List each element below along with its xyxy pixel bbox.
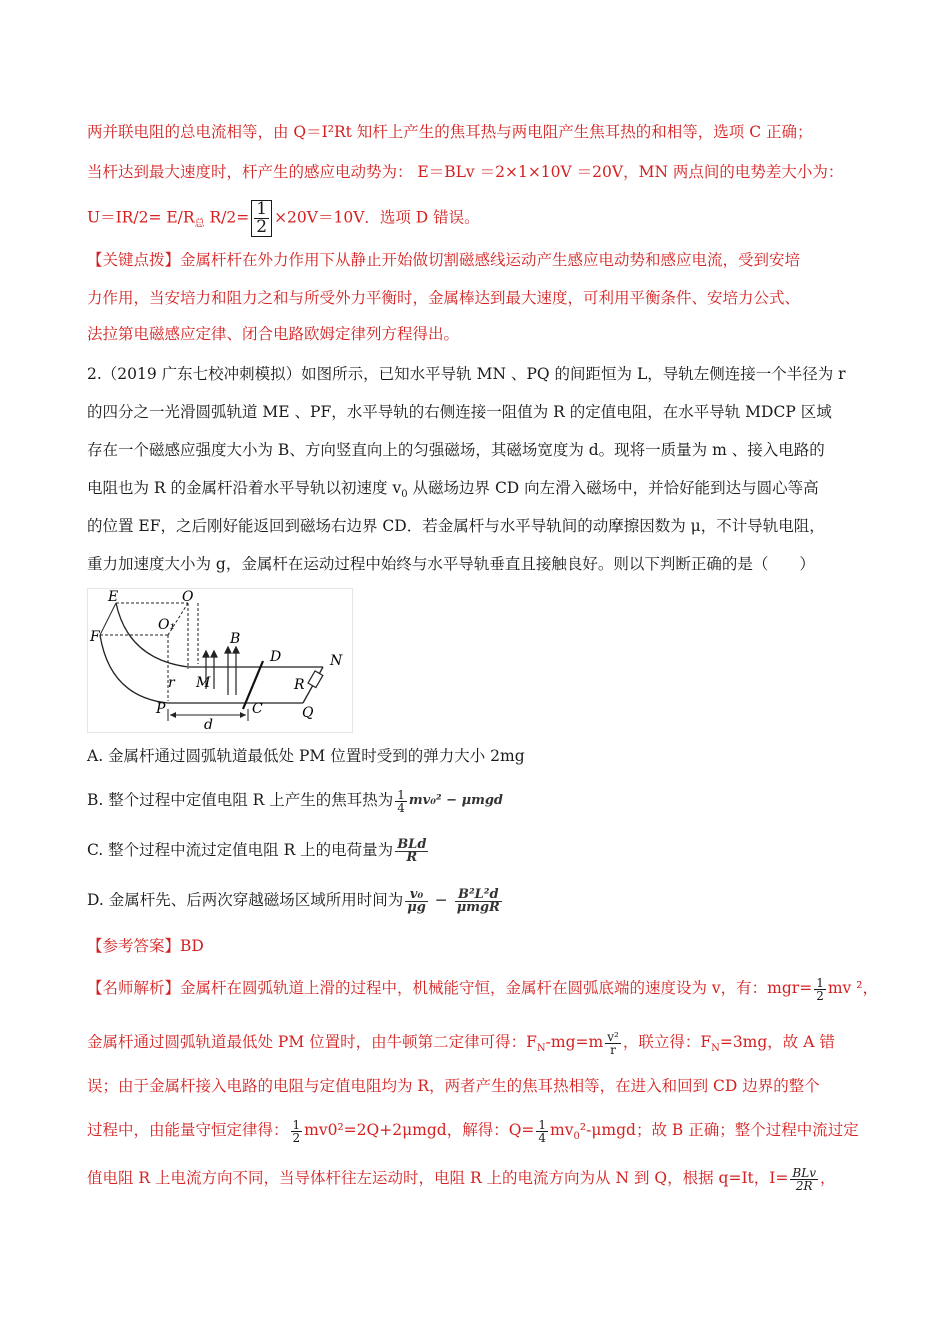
- text: B. 整个过程中定值电阻 R 上产生的焦耳热为: [87, 791, 394, 809]
- label-d: d: [204, 717, 213, 732]
- option-c: [87, 838, 867, 864]
- paragraph-line: [87, 286, 867, 310]
- answer-line: [87, 934, 867, 958]
- text: ×20V＝10V．选项 D 错误。: [274, 208, 480, 227]
- text: 力作用，当安培力和阻力之和与所受外力平衡时，金属棒达到最大速度，可利用平衡条件、安培力公式、: [87, 289, 801, 307]
- fraction: $\frac{\text{v²}}{r}$: [607, 1029, 619, 1057]
- text: mv ²，: [827, 979, 878, 997]
- question-line: [87, 552, 867, 576]
- subscript: 0: [573, 1131, 580, 1142]
- label-F: F: [90, 629, 100, 645]
- option-d: [87, 888, 867, 914]
- label-E: E: [108, 589, 119, 605]
- text: 法拉第电磁感应定律、闭合电路欧姆定律列方程得出。: [87, 325, 460, 343]
- label-C: C: [252, 701, 263, 717]
- label-M: M: [196, 675, 211, 691]
- text: ²-μmgd；故 B 正确；整个过程中流过定: [579, 1121, 859, 1139]
- question-line: [87, 400, 867, 424]
- label-Q: Q: [302, 705, 314, 721]
- subscript: 0: [401, 489, 408, 500]
- text: mv0²=2Q+2μmgd，解得：Q=: [304, 1121, 535, 1139]
- question-line: [87, 438, 867, 462]
- physics-diagram: [87, 588, 353, 733]
- subscript: 总: [194, 218, 205, 230]
- label-O1: O₁: [158, 617, 176, 633]
- fraction: $\frac{\text{BLd}}{R}$: [397, 836, 427, 865]
- text: -mg=m: [545, 1033, 604, 1051]
- fraction: $\frac{\text{BLv}}{2R}$: [792, 1165, 816, 1193]
- text: R/2=: [204, 208, 250, 227]
- analysis-line: [87, 1074, 867, 1098]
- fraction: $\frac{1}{2}$: [251, 200, 272, 237]
- question-line: [87, 476, 867, 507]
- text: A. 金属杆通过圆弧轨道最低处 PM 位置时受到的弹力大小 2mg: [87, 747, 525, 765]
- text: ，: [819, 1169, 836, 1187]
- text: 【关键点拨】金属杆杆在外力作用下从静止开始做切割磁感线运动产生感应电动势和感应电流，受到安培: [87, 251, 801, 269]
- text: 重力加速度大小为 g，金属杆在运动过程中始终与水平导轨垂直且接触良好。则以下判断正确的是（ ）: [87, 555, 815, 573]
- paragraph-line: [87, 120, 867, 144]
- paragraph-line: [87, 160, 867, 184]
- formula: mv₀² − μmgd: [408, 793, 504, 808]
- text: mv: [550, 1121, 574, 1139]
- option-b: [87, 788, 867, 814]
- subscript: N: [711, 1043, 720, 1054]
- label-B: B: [230, 631, 241, 647]
- text: 两并联电阻的总电流相等，由 Q＝I²Rt 知杆上产生的焦耳热与两电阻产生焦耳热的和相等，选项 C 正确；: [87, 123, 813, 141]
- text: ，联立得：F: [622, 1033, 712, 1051]
- text: 值电阻 R 上电流方向不同，当导体杆往左运动时，电阻 R 上的电流方向为从 N 到 Q，根据 q=It，I=: [87, 1169, 789, 1187]
- label-P: P: [156, 701, 166, 717]
- text: 误；由于金属杆接入电路的电阻与定值电阻均为 R，两者产生的焦耳热相等，在进入和回到 CD 边界的整个: [87, 1077, 820, 1095]
- analysis-line: [87, 975, 878, 1003]
- text: =3mg，故 A 错: [719, 1033, 835, 1051]
- text: 【名师解析】金属杆在圆弧轨道上滑的过程中，机械能守恒，金属杆在圆弧底端的速度设为 v，有：mgr=: [87, 979, 813, 997]
- text: 从磁场边界 CD 向左滑入磁场中，并恰好能到达与圆心等高: [407, 479, 819, 497]
- text: 过程中，由能量守恒定律得：: [87, 1121, 289, 1139]
- option-a: [87, 744, 867, 768]
- resistor-R: [308, 671, 323, 688]
- text: 存在一个磁感应强度大小为 B、方向竖直向上的匀强磁场，其磁场宽度为 d。现将一质量为 m 、接入电路的: [87, 441, 825, 459]
- text: 金属杆通过圆弧轨道最低处 PM 位置时，由牛顿第二定律可得：F: [87, 1033, 537, 1051]
- fraction: $\frac{1}{4}$: [397, 787, 405, 815]
- subscript: N: [536, 1043, 546, 1054]
- minus: −: [429, 891, 453, 909]
- arc-PF: [100, 635, 168, 703]
- edge: [100, 603, 116, 635]
- label-r: r: [168, 675, 175, 691]
- analysis-line: [87, 1166, 867, 1192]
- text: D. 金属杆先、后两次穿越磁场区域所用时间为: [87, 891, 404, 909]
- analysis-line: [87, 1118, 867, 1149]
- fraction: $\frac{1}{4}$: [538, 1117, 547, 1145]
- paragraph-line: [87, 322, 867, 346]
- fraction: $\frac{\text{B²L²d}}{\text{μmgR}}$: [456, 886, 500, 915]
- label-N: N: [330, 653, 343, 669]
- text: 电阻也为 R 的金属杆沿着水平导轨以初速度 v: [87, 479, 402, 497]
- text: 【参考答案】BD: [87, 937, 204, 955]
- diagram-svg: [88, 589, 352, 732]
- paragraph-line: [87, 200, 867, 237]
- fraction: $\frac{\text{v₀}}{\mu g}$: [407, 886, 426, 915]
- label-R: R: [294, 677, 305, 693]
- text: 的位置 EF，之后刚好能返回到磁场右边界 CD．若金属杆与水平导轨间的动摩擦因数为 μ，不计导轨电阻，: [87, 517, 825, 535]
- text: U＝IR/2= E/R: [87, 208, 195, 227]
- text: C. 整个过程中流过定值电阻 R 上的电荷量为: [87, 841, 394, 859]
- question-line: [87, 362, 867, 386]
- analysis-line: [87, 1030, 867, 1061]
- question-line: [87, 514, 867, 538]
- paragraph-line: [87, 248, 867, 272]
- text: 的四分之一光滑圆弧轨道 ME 、PF，水平导轨的右侧连接一阻值为 R 的定值电阻，在水平导轨 MDCP 区域: [87, 403, 832, 421]
- label-O: O: [182, 589, 194, 605]
- label-D: D: [270, 649, 282, 665]
- fraction: $\frac{1}{2}$: [292, 1117, 301, 1145]
- fraction: $\frac{1}{2}$: [816, 975, 824, 1003]
- text: 当杆达到最大速度时，杆产生的感应电动势为： E＝BLv ＝2×1×10V ＝20V，MN 两点间的电势差大小为：: [87, 163, 844, 181]
- text: 2.（2019 广东七校冲刺模拟）如图所示，已知水平导轨 MN 、PQ 的间距恒为 L，导轨左侧连接一个半径为 r: [87, 365, 846, 383]
